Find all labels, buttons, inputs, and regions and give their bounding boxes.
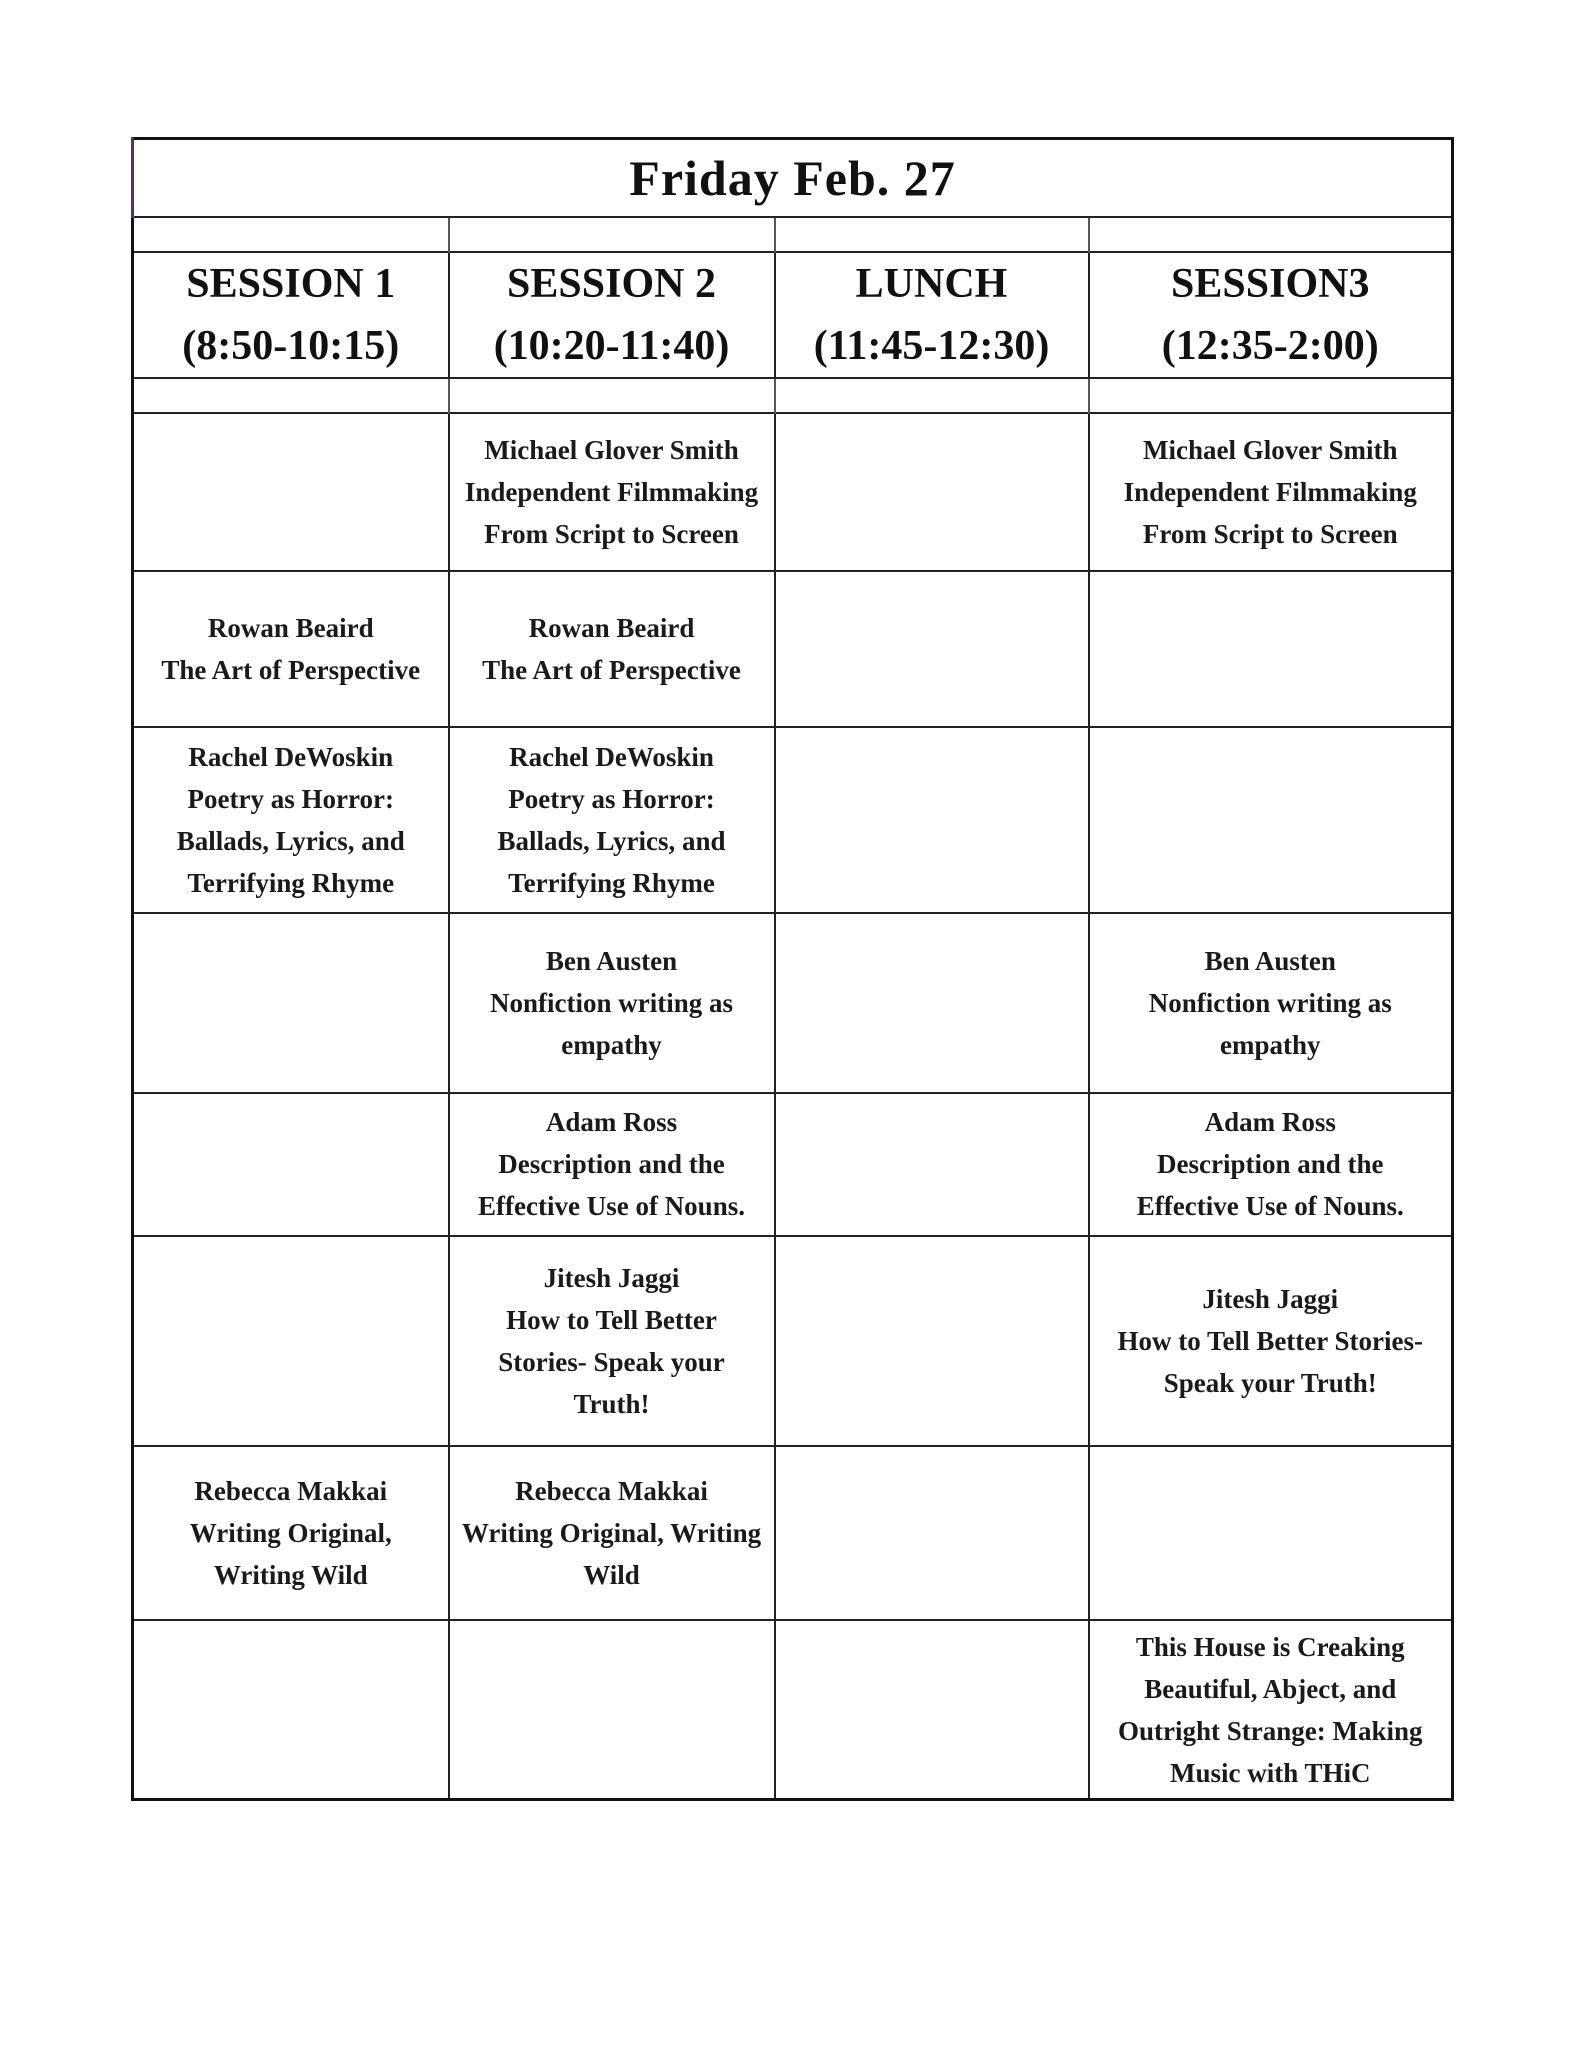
- session-title-line: Writing Original,: [189, 1518, 392, 1549]
- table-cell: [775, 913, 1089, 1093]
- table-row: [133, 1093, 1453, 1236]
- presenter-name: Rowan Beaird: [207, 612, 374, 643]
- presenter-name: This House is Creaking: [1135, 1631, 1405, 1662]
- table-cell: [775, 1620, 1089, 1799]
- table-cell: [133, 1620, 449, 1799]
- session-title-line: Poetry as Horror:: [508, 783, 715, 814]
- table-cell: [449, 571, 775, 727]
- table-cell: [133, 1236, 449, 1446]
- table-cell: [775, 571, 1089, 727]
- session-title-line: Beautiful, Abject, and: [1144, 1673, 1397, 1704]
- session-title-line: empathy: [561, 1029, 662, 1060]
- session-title-line: Description and the: [498, 1149, 725, 1180]
- session-title-line: Outright Strange: Making: [1118, 1715, 1423, 1746]
- session-title-line: Speak your Truth!: [1163, 1368, 1377, 1399]
- session-title-line: Writing Wild: [213, 1560, 368, 1591]
- session-title-line: Poetry as Horror:: [187, 783, 394, 814]
- header-label: SESSION 2: [507, 261, 716, 308]
- session-1-header: [133, 252, 449, 379]
- table-row: [133, 727, 1453, 913]
- table-cell: [449, 913, 775, 1093]
- header-label: SESSION3: [1171, 261, 1370, 308]
- table-cell: [775, 1093, 1089, 1236]
- header-time: (10:20-11:40): [493, 323, 730, 370]
- header-time: (12:35-2:00): [1161, 323, 1379, 370]
- session-title-line: From Script to Screen: [484, 518, 739, 549]
- table-cell: [449, 727, 775, 913]
- session-title-line: How to Tell Better Stories-: [1117, 1326, 1423, 1357]
- session-title-line: Nonfiction writing as: [1148, 987, 1392, 1018]
- presenter-name: Jitesh Jaggi: [1202, 1284, 1339, 1315]
- table-cell: [1089, 1620, 1453, 1799]
- table-cell: [449, 1620, 775, 1799]
- table-row: [133, 571, 1453, 727]
- table-cell: [133, 727, 449, 913]
- presenter-name: Adam Ross: [1204, 1107, 1336, 1138]
- presenter-name: Rebecca Makkai: [194, 1476, 388, 1507]
- table-cell: [1089, 1446, 1453, 1620]
- session-title-line: Terrifying Rhyme: [187, 867, 395, 898]
- table-cell: [775, 413, 1089, 571]
- table-cell: [133, 413, 449, 571]
- session-title-line: Writing Original, Writing: [461, 1518, 762, 1549]
- table-cell: [133, 1446, 449, 1620]
- schedule-title: Friday Feb. 27: [133, 139, 1453, 218]
- table-cell: [449, 413, 775, 571]
- session-title-line: Effective Use of Nouns.: [1136, 1191, 1404, 1222]
- session-title-line: Ballads, Lyrics, and: [497, 825, 726, 856]
- table-cell: [775, 1446, 1089, 1620]
- table-row: [133, 413, 1453, 571]
- session-title-line: Terrifying Rhyme: [508, 867, 715, 898]
- presenter-name: Rachel DeWoskin: [509, 741, 714, 772]
- session-title-line: Wild: [583, 1560, 640, 1591]
- session-title-line: How to Tell Better: [506, 1305, 717, 1336]
- session-title-line: empathy: [1220, 1029, 1321, 1060]
- schedule-rows: [133, 413, 1453, 1800]
- presenter-name: Rachel DeWoskin: [188, 741, 394, 772]
- session-title-line: Music with THiC: [1170, 1757, 1371, 1788]
- session-title-line: Ballads, Lyrics, and: [176, 825, 405, 856]
- session-title-line: Effective Use of Nouns.: [478, 1191, 745, 1222]
- presenter-name: Rowan Beaird: [528, 612, 695, 643]
- session-title-line: Independent Filmmaking: [1123, 476, 1417, 507]
- presenter-name: Michael Glover Smith: [1143, 434, 1398, 465]
- session-title-line: Description and the: [1157, 1149, 1384, 1180]
- presenter-name: Ben Austen: [545, 945, 678, 976]
- session-title-line: Truth!: [573, 1389, 650, 1420]
- table-cell: [775, 1236, 1089, 1446]
- table-cell: [133, 571, 449, 727]
- session-2-header: [449, 252, 775, 379]
- presenter-name: Michael Glover Smith: [484, 434, 739, 465]
- session-title-line: The Art of Perspective: [482, 654, 741, 685]
- table-cell: [133, 913, 449, 1093]
- table-cell: [1089, 1236, 1453, 1446]
- presenter-name: Adam Ross: [545, 1107, 678, 1138]
- table-cell: [775, 727, 1089, 913]
- table-cell: [1089, 913, 1453, 1093]
- table-cell: [449, 1446, 775, 1620]
- presenter-name: Ben Austen: [1204, 945, 1336, 976]
- header-row: [133, 252, 1453, 379]
- table-row: [133, 1236, 1453, 1446]
- session-title-line: The Art of Perspective: [161, 654, 421, 685]
- session-title-line: Independent Filmmaking: [464, 476, 759, 507]
- schedule-table: [131, 137, 1454, 1801]
- session-3-header: [1089, 252, 1453, 379]
- table-cell: [133, 1093, 449, 1236]
- table-row: [133, 1620, 1453, 1799]
- spacer-row: [133, 378, 1453, 412]
- table-cell: [449, 1093, 775, 1236]
- session-title-line: From Script to Screen: [1142, 518, 1398, 549]
- spacer-row: [133, 217, 1453, 251]
- table-cell: [1089, 413, 1453, 571]
- table-cell: [1089, 571, 1453, 727]
- table-row: [133, 1446, 1453, 1620]
- session-title-line: Stories- Speak your: [498, 1347, 725, 1378]
- header-time: (8:50-10:15): [182, 323, 400, 370]
- lunch-header: [775, 252, 1089, 379]
- header-label: SESSION 1: [186, 261, 396, 308]
- table-cell: [1089, 727, 1453, 913]
- presenter-name: Rebecca Makkai: [515, 1476, 708, 1507]
- table-cell: [1089, 1093, 1453, 1236]
- table-cell: [449, 1236, 775, 1446]
- session-title-line: Nonfiction writing as: [490, 987, 733, 1018]
- presenter-name: Jitesh Jaggi: [543, 1263, 680, 1294]
- header-time: (11:45-12:30): [813, 323, 1050, 370]
- header-label: LUNCH: [855, 261, 1008, 308]
- table-row: [133, 913, 1453, 1093]
